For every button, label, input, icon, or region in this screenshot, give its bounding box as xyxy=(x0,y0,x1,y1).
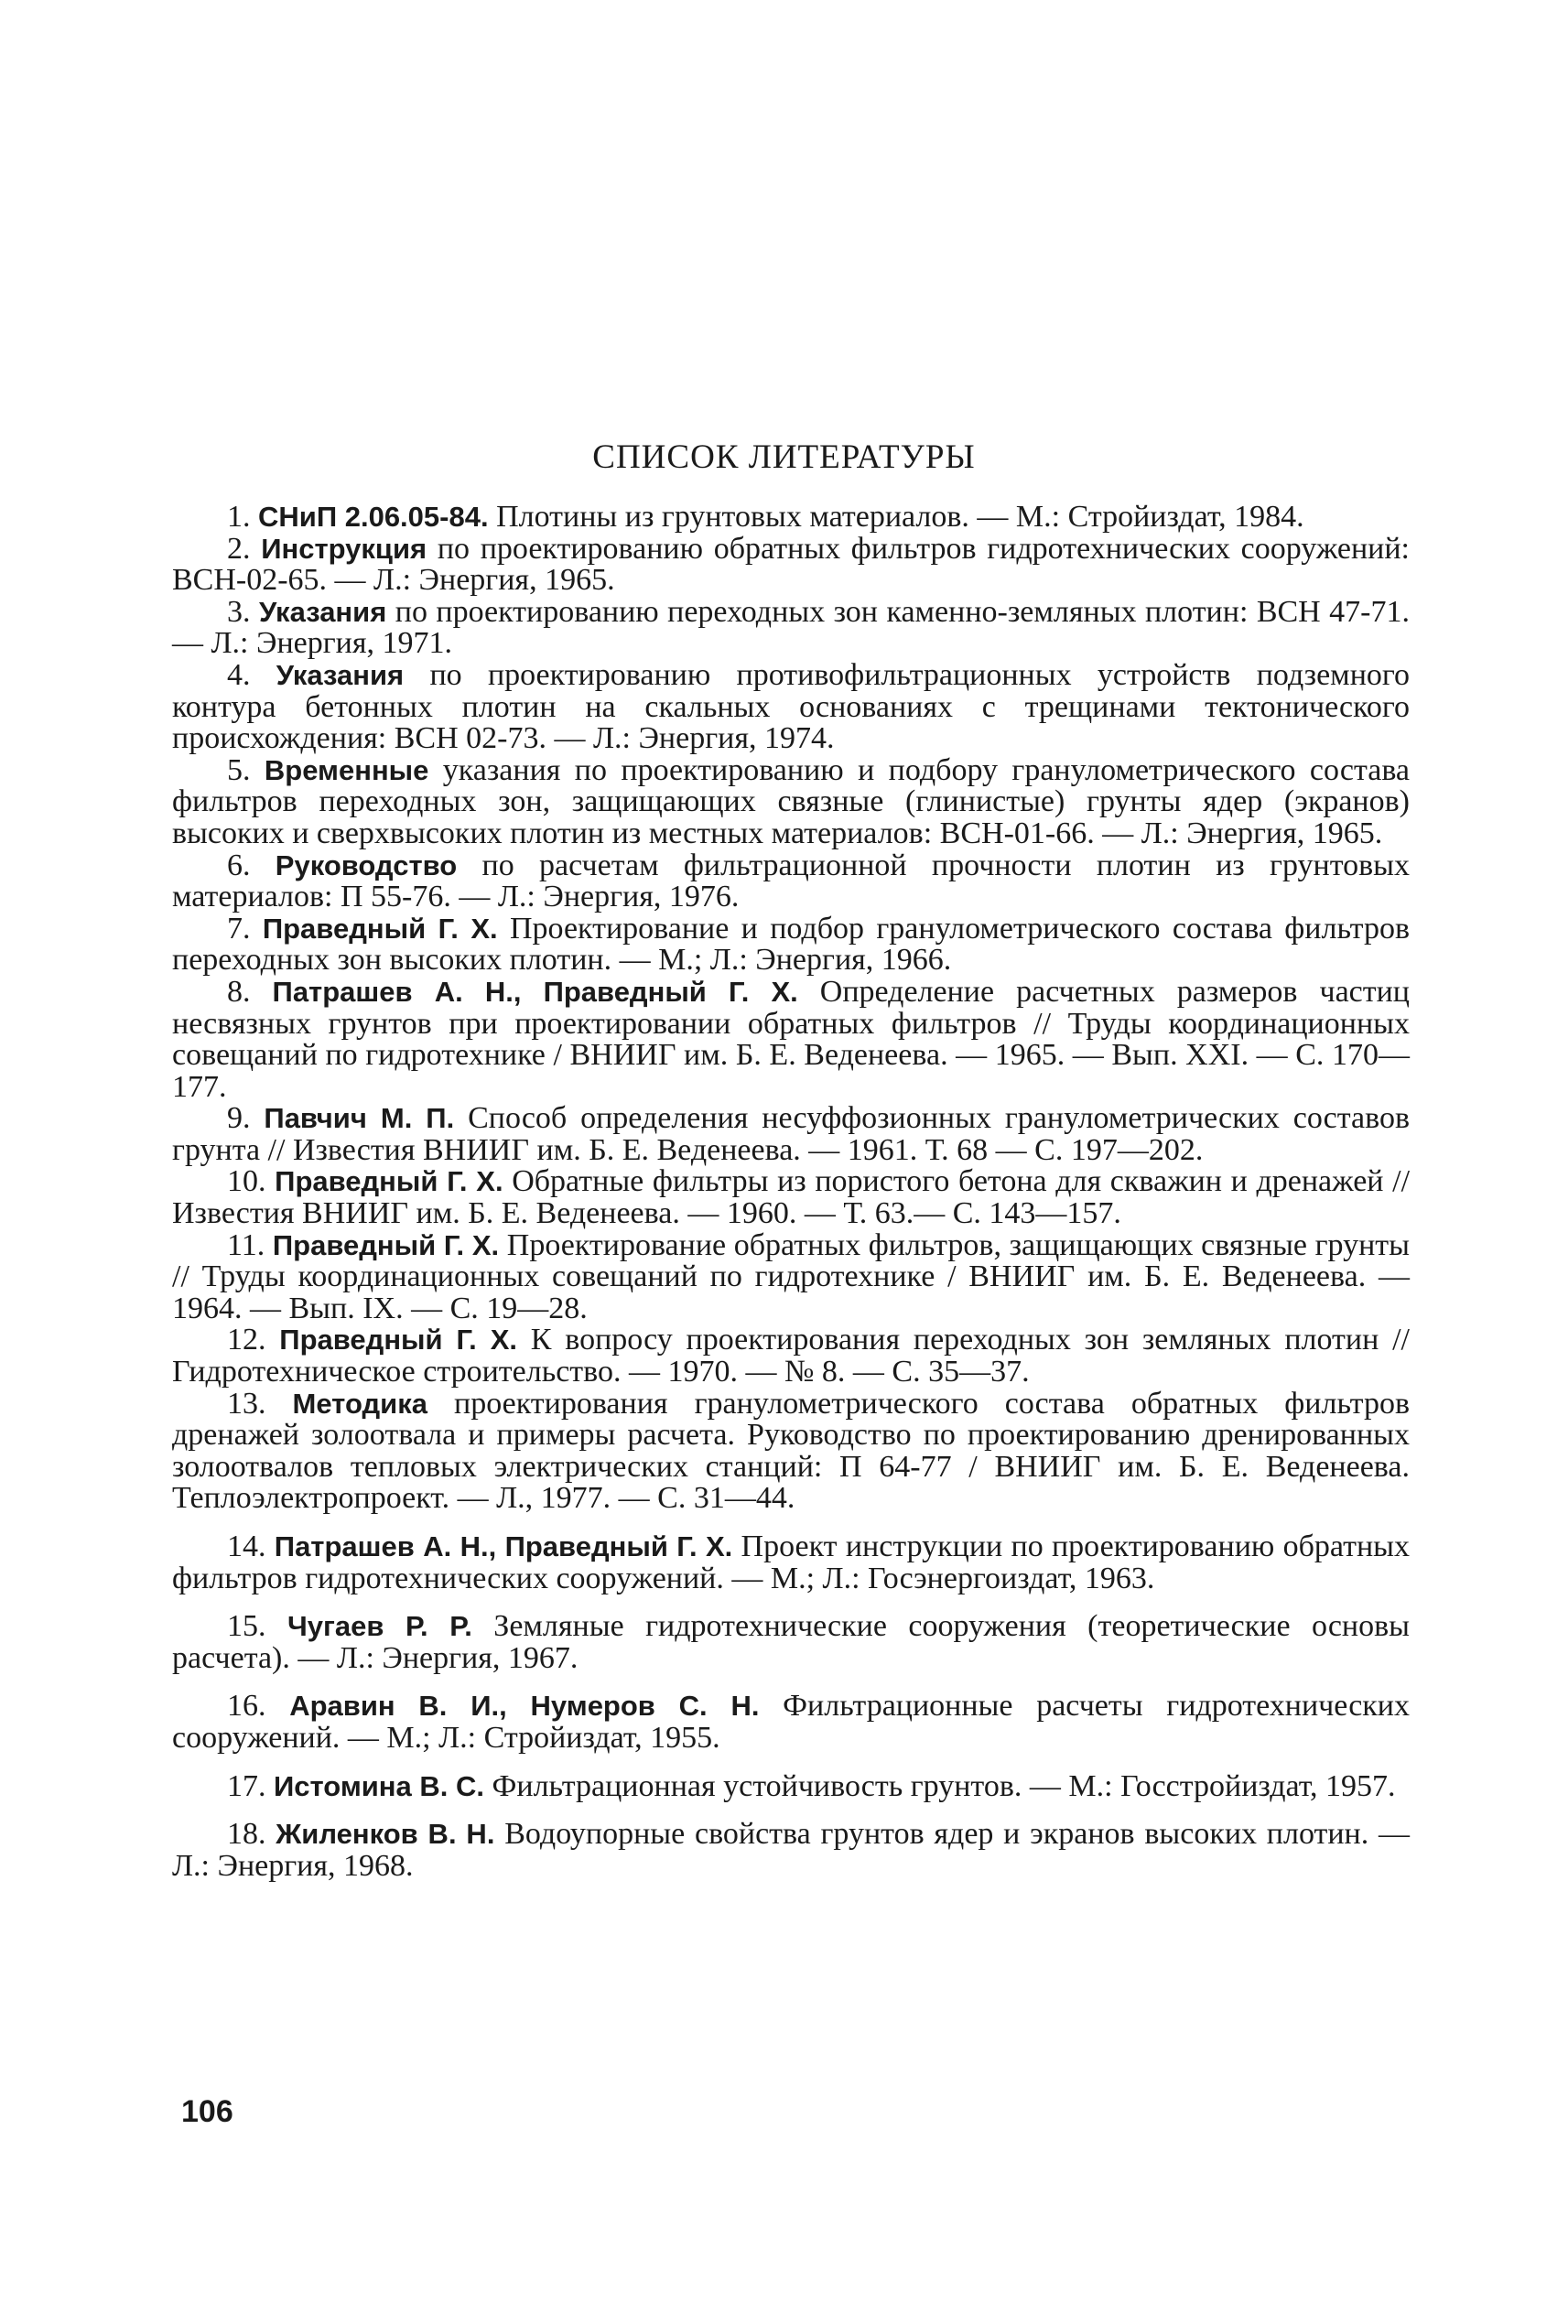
reference-number: 5. xyxy=(227,752,251,787)
reference-text: Определение расчетных размеров частиц несвязных грунтов при проектировании обратных фильтров // Труды координационных совещаний по гидротехнике / ВНИИГ им. Б. Е. Веденеева. — 1965. — Вып. XXI. — С. 170—177. xyxy=(172,974,1411,1104)
reference-number: 8. xyxy=(227,974,251,1009)
reference-number: 4. xyxy=(227,657,251,692)
reference-author: Методика xyxy=(292,1387,427,1420)
reference-author: Праведный Г. Х. xyxy=(275,1165,503,1198)
reference-text: Земляные гидротехнические сооружения (теоретические основы расчета). — Л.: Энергия, 1967. xyxy=(172,1609,1411,1675)
reference-number: 7. xyxy=(227,911,251,946)
reference-item xyxy=(172,1691,1410,1754)
reference-number: 17. xyxy=(227,1768,266,1803)
reference-item xyxy=(172,531,1411,598)
reference-number: 6. xyxy=(227,848,251,882)
reference-text: Проект инструкции по проектированию обратных фильтров гидротехнических сооружений. — М.; Л.: Госэнергоиздат, 1963. xyxy=(172,1530,1410,1595)
reference-author: Инструкция xyxy=(261,532,427,565)
reference-author: Истомина В. С. xyxy=(274,1769,485,1802)
reference-number: 1. xyxy=(227,500,251,534)
reference-text: Обратные фильтры из пористого бетона для скважин и дренажей // Известия ВНИИГ им. Б. Е. Веденеева. — 1960. — Т. 63.— С. 143—157. xyxy=(172,1164,1411,1231)
reference-item xyxy=(172,657,1410,756)
reference-item xyxy=(172,1819,1410,1882)
page-number: 106 xyxy=(181,2094,233,2129)
reference-text: указания по проектированию и подбору гранулометрического состава фильтров переходных зон, защищающих связные (глинистые) грунты ядер (экранов) высоких и сверхвысоких плотин из местных материалов: ВСН-01-66. — Л.: Энергия, 1965. xyxy=(172,752,1411,850)
reference-item xyxy=(172,850,1410,913)
reference-item xyxy=(172,594,1411,661)
reference-author: Патрашев А. Н., Праведный Г. Х. xyxy=(274,1530,733,1562)
reference-author: Павчич М. П. xyxy=(264,1102,455,1135)
reference-number: 11. xyxy=(227,1227,265,1262)
reference-item xyxy=(172,1227,1411,1325)
reference-author: Временные xyxy=(264,753,429,786)
reference-number: 10. xyxy=(227,1164,266,1199)
reference-list xyxy=(172,502,1410,1882)
reference-number: 3. xyxy=(227,594,251,629)
reference-author: СНиП 2.06.05-84. xyxy=(258,501,489,533)
reference-author: Указания xyxy=(258,595,387,628)
reference-item xyxy=(172,1166,1410,1229)
reference-text: Проектирование обратных фильтров, защищающих связные грунты // Труды координационных совещаний по гидротехнике / ВНИИГ им. Б. Е. Веденеева. — 1964. — Вып. IX. — С. 19—28. xyxy=(172,1227,1411,1325)
reference-author: Жиленков В. Н. xyxy=(276,1818,495,1851)
reference-author: Руководство xyxy=(275,849,458,881)
bibliography-heading: СПИСОК ЛИТЕРАТУРЫ xyxy=(592,438,976,476)
reference-item xyxy=(172,1386,1411,1516)
reference-author: Указания xyxy=(276,658,405,691)
reference-text: Водоупорные свойства грунтов ядер и экранов высоких плотин. — Л.: Энергия, 1968. xyxy=(172,1817,1411,1883)
reference-number: 13. xyxy=(227,1386,266,1421)
reference-number: 9. xyxy=(227,1101,251,1136)
reference-number: 14. xyxy=(227,1530,266,1563)
reference-author: Праведный Г. Х. xyxy=(279,1324,517,1357)
reference-item xyxy=(172,1324,1410,1388)
reference-text: по проектированию противофильтрационных устройств подземного контура бетонных плотин на скальных основаниях с трещинами тектонического происхождения: ВСН 02-73. — Л.: Энергия, 1974. xyxy=(172,657,1410,756)
reference-author: Чугаев Р. Р. xyxy=(287,1610,472,1643)
reference-item xyxy=(172,502,1410,534)
reference-text: Фильтрационная устойчивость грунтов. — М.: Госстройиздат, 1957. xyxy=(484,1768,1396,1803)
reference-number: 18. xyxy=(227,1817,266,1852)
reference-item xyxy=(172,1611,1410,1674)
reference-text: по проектированию обратных фильтров гидротехнических сооружений: ВСН-02-65. — Л.: Энергия, 1965. xyxy=(172,531,1411,598)
reference-author: Праведный Г. Х. xyxy=(262,912,498,945)
reference-item xyxy=(172,1768,1410,1803)
reference-number: 12. xyxy=(227,1323,266,1357)
reference-text: проектирования гранулометрического состава обратных фильтров дренажей золоотвала и примеры расчета. Руководство по проектированию дренированных золоотвалов тепловых электрических станций: П 64-77 / ВНИИГ им. Б. Е. Веденеева. Теплоэлектропроект. — Л., 1977. — С. 31—44. xyxy=(172,1386,1411,1516)
reference-item xyxy=(172,1531,1410,1594)
reference-number: 15. xyxy=(227,1609,266,1644)
reference-item xyxy=(172,752,1411,850)
reference-item xyxy=(172,913,1410,977)
reference-item xyxy=(172,974,1411,1104)
reference-text: Фильтрационные расчеты гидротехнических сооружений. — М.; Л.: Стройиздат, 1955. xyxy=(172,1689,1411,1755)
reference-text: Проектирование и подбор гранулометрического состава фильтров переходных зон высоких плотин. — М.; Л.: Энергия, 1966. xyxy=(172,911,1411,978)
reference-text: по расчетам фильтрационной прочности плотин из грунтовых материалов: П 55-76. — Л.: Энергия, 1976. xyxy=(172,848,1410,914)
reference-text: Плотины из грунтовых материалов. — М.: Стройиздат, 1984. xyxy=(488,500,1304,534)
reference-text: К вопросу проектирования переходных зон земляных плотин // Гидротехническое строительство. — 1970. — № 8. — С. 35—37. xyxy=(172,1323,1410,1389)
reference-text: по проектированию переходных зон каменно-земляных плотин: ВСН 47-71. — Л.: Энергия, 1971. xyxy=(172,594,1411,661)
reference-author: Праведный Г. Х. xyxy=(272,1228,500,1261)
reference-number: 16. xyxy=(227,1689,266,1724)
reference-author: Патрашев А. Н., Праведный Г. Х. xyxy=(272,975,798,1008)
reference-item xyxy=(172,1103,1410,1166)
reference-number: 2. xyxy=(227,531,251,566)
reference-author: Аравин В. И., Нумеров С. Н. xyxy=(289,1690,760,1723)
reference-text: Способ определения несуффозионных гранулометрических составов грунта // Известия ВНИИГ им. Б. Е. Веденеева. — 1961. Т. 68 — С. 197—202. xyxy=(172,1101,1410,1167)
